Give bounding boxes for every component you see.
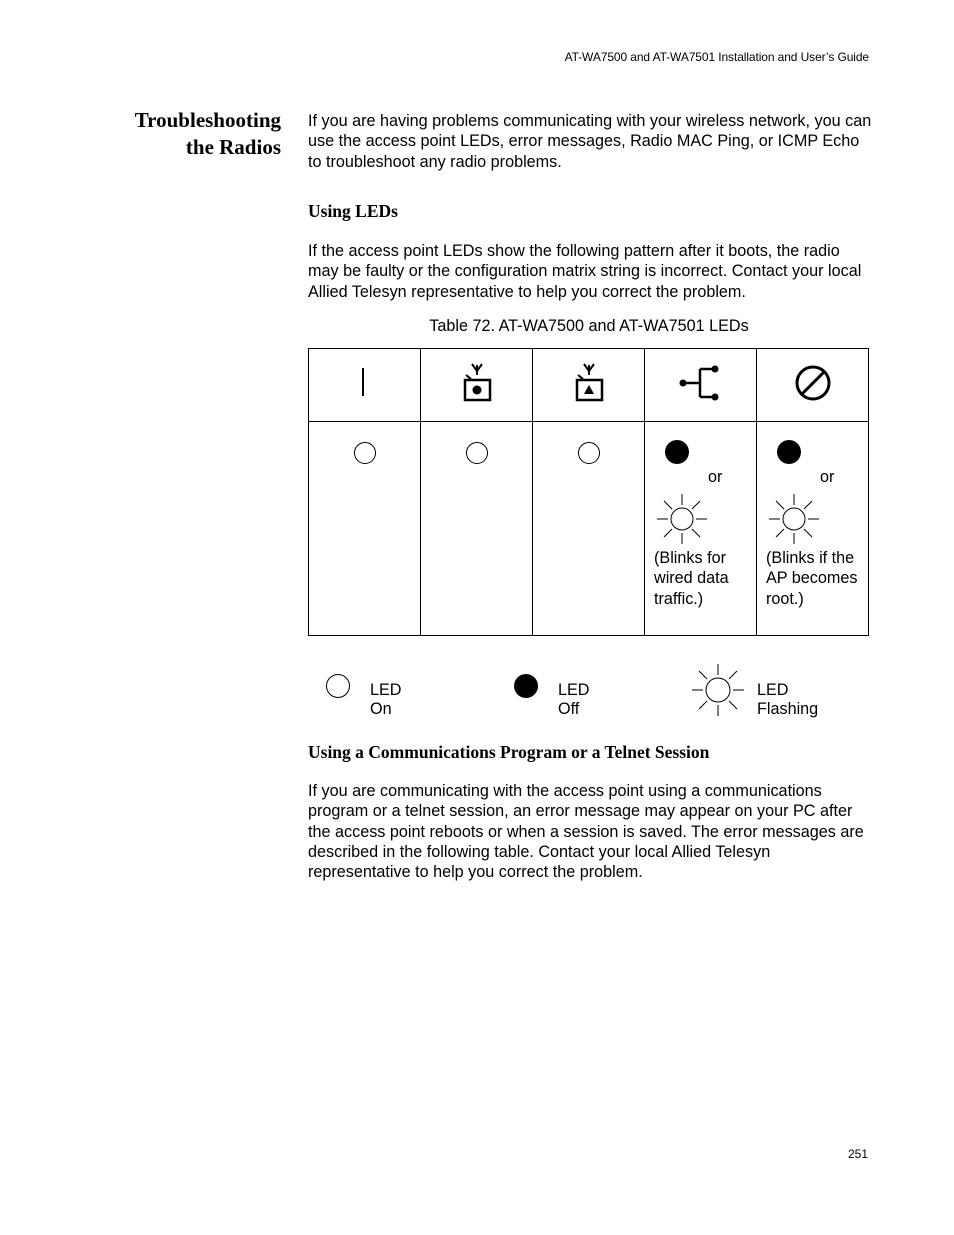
or-label: or <box>708 468 723 486</box>
legend-flashing-label: LED Flashing <box>757 681 819 718</box>
leds-paragraph: If the access point LEDs show the following pattern after it boots, the radio may be faulty or the configuration matrix string is incorrect. Contact your local Allied Telesyn representative to help you correct the problem. <box>308 242 862 301</box>
led-icon-cell <box>309 349 421 422</box>
led-icon-cell <box>421 349 533 422</box>
comm-paragraph: If you are communicating with the access point using a communications program or a telnet session, an error message may appear on your PC after the access point reboots or when a session is saved. The error messages are described in the following table. Contact your local Allied Telesyn representative to help you correct the problem. <box>308 782 864 882</box>
led-icon-cell <box>645 349 757 422</box>
led-state-cell <box>309 422 421 636</box>
running-header: AT-WA7500 and AT-WA7501 Installation and User’s Guide <box>564 50 869 64</box>
root-note: (Blinks if the AP becomes root.) <box>766 549 858 608</box>
led-icon-cell <box>533 349 645 422</box>
page-number: 251 <box>847 1147 868 1161</box>
led-state-cell <box>757 422 869 636</box>
led-flashing-indicator <box>767 492 821 546</box>
ethernet-note: (Blinks for wired data traffic.) <box>654 549 729 608</box>
led-state-cell <box>533 422 645 636</box>
table-caption: Table 72. AT-WA7500 and AT-WA7501 LEDs <box>429 317 749 335</box>
led-on-indicator <box>354 442 376 464</box>
root-status-icon <box>791 361 835 405</box>
section-title <box>80 107 281 161</box>
legend-on-label: LED On <box>370 681 402 718</box>
led-on-indicator <box>466 442 488 464</box>
section-title-line-2: the Radios <box>185 135 281 159</box>
legend-off-label: LED Off <box>558 681 590 718</box>
ethernet-icon <box>676 361 726 405</box>
or-label: or <box>820 468 835 486</box>
led-icon-row <box>309 349 869 422</box>
led-flashing-indicator <box>655 492 709 546</box>
led-table <box>308 348 869 636</box>
led-off-indicator <box>777 440 801 464</box>
legend-on-indicator <box>326 674 350 698</box>
led-state-cell <box>421 422 533 636</box>
led-off-indicator <box>665 440 689 464</box>
section-title-line-1: Troubleshooting <box>134 108 281 132</box>
led-state-cell <box>645 422 757 636</box>
legend-flashing-indicator <box>691 663 745 717</box>
led-state-row <box>309 422 869 636</box>
radio-b-icon <box>569 361 609 405</box>
radio-a-icon <box>457 361 497 405</box>
led-on-indicator <box>578 442 600 464</box>
power-icon <box>350 363 380 403</box>
led-icon-cell <box>757 349 869 422</box>
comm-section-heading: Using a Communications Program or a Telnet Session <box>308 742 710 762</box>
intro-paragraph: If you are having problems communicating with your wireless network, you can use the access point LEDs, error messages, Radio MAC Ping, or ICMP Echo to troubleshoot any radio problems. <box>308 112 872 171</box>
using-leds-heading: Using LEDs <box>308 201 398 221</box>
legend-off-indicator <box>514 674 538 698</box>
